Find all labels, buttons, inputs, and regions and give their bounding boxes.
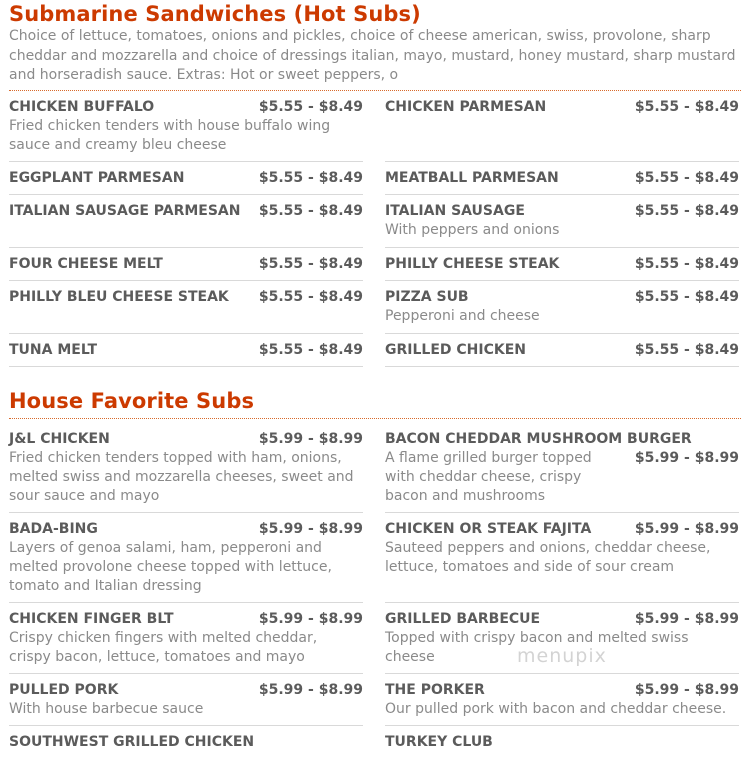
menu-item-header	[9, 201, 363, 221]
menu-item-name: PHILLY CHEESE STEAK	[385, 256, 560, 272]
menu-item-name: BACON CHEDDAR MUSHROOM BURGER	[385, 431, 692, 447]
menu-item-header	[9, 429, 363, 449]
menu-item[interactable]	[385, 195, 739, 248]
menu-item-price: $5.55 - $8.49	[634, 256, 739, 272]
menu-item-name: SOUTHWEST GRILLED CHICKEN	[9, 734, 255, 750]
menu-item-description: Layers of genoa salami, ham, pepperoni and melted provolone cheese topped with lettuce, tomato and Italian dressing	[9, 540, 332, 594]
menu-item-header	[385, 519, 739, 539]
menu-item-header	[9, 519, 363, 539]
menu-item[interactable]	[9, 423, 363, 513]
menu-item-name: CHICKEN BUFFALO	[9, 99, 155, 115]
menu-item-name: PHILLY BLEU CHEESE STEAK	[9, 289, 229, 305]
menu-item-name: CHICKEN OR STEAK FAJITA	[385, 521, 592, 537]
menu-item-description: Fried chicken tenders topped with ham, onions, melted swiss and mozzarella cheeses, sweet and sour sauce and mayo	[9, 450, 354, 504]
menu-item-name: TURKEY CLUB	[385, 734, 493, 750]
menu-item[interactable]	[385, 674, 739, 726]
menu-item-header	[385, 287, 739, 307]
menu-item-header	[385, 732, 739, 752]
menu-item-price: $5.99 - $8.99	[258, 521, 363, 537]
menu-item-description: Pepperoni and cheese	[385, 308, 540, 324]
menu-item-price: $5.99 - $8.99	[634, 611, 739, 627]
menu-item-name: BADA-BING	[9, 521, 98, 537]
menu-item[interactable]	[9, 248, 363, 281]
menu-item-name: GRILLED BARBECUE	[385, 611, 541, 627]
section-description: Choice of lettuce, tomatoes, onions and pickles, choice of cheese american, swiss, provolone, sharp cheddar and mozzarella and choice of dressings italian, mayo, mustard, honey mustard, sharp mustard and horseradish sauce. Extras: Hot or sweet peppers, o	[9, 28, 736, 83]
menu-item-price: $5.99 - $8.99	[258, 611, 363, 627]
hot-subs-left-column	[9, 91, 363, 367]
menu-item-header	[9, 340, 363, 360]
menu-item-price: $5.55 - $8.49	[634, 342, 739, 358]
menu-item[interactable]	[9, 91, 363, 162]
menu-item[interactable]	[385, 726, 739, 766]
menu-item-header	[9, 609, 363, 629]
menu-item[interactable]	[9, 195, 363, 248]
menu-item-header	[385, 680, 739, 700]
menu-item-name: PULLED PORK	[9, 682, 119, 698]
menu-item-header	[385, 429, 739, 449]
watermark-logo: menupix	[517, 645, 607, 667]
menu-item-name: FOUR CHEESE MELT	[9, 256, 163, 272]
menu-item[interactable]	[385, 334, 739, 367]
menu-item-description: A flame grilled burger topped with cheddar cheese, crispy bacon and mushrooms	[385, 450, 592, 504]
menu-item[interactable]	[9, 674, 363, 726]
menu-item-price: $5.55 - $8.49	[258, 289, 363, 305]
menu-item-header	[9, 732, 363, 752]
section-hot-subs	[9, 1, 741, 91]
menu-item-header	[9, 254, 363, 274]
menu-item-description: Fried chicken tenders with house buffalo wing sauce and creamy bleu cheese	[9, 118, 331, 153]
menu-item-price: $5.55 - $8.49	[258, 256, 363, 272]
section-divider	[9, 418, 741, 419]
menu-item-description: Sauteed peppers and onions, cheddar cheese, lettuce, tomatoes and side of sour cream	[385, 540, 711, 575]
section-title: Submarine Sandwiches (Hot Subs)	[9, 2, 421, 26]
menu-item-header	[9, 680, 363, 700]
menu-item[interactable]	[9, 603, 363, 674]
house-subs-right-column	[385, 423, 739, 766]
menu-item-name: CHICKEN PARMESAN	[385, 99, 547, 115]
menu-item-body	[385, 449, 739, 506]
menu-item-name: CHICKEN FINGER BLT	[9, 611, 174, 627]
menu-item-header	[9, 168, 363, 188]
menu-item-header	[385, 609, 739, 629]
menu-item-header	[385, 97, 739, 117]
menu-item[interactable]	[9, 513, 363, 603]
menu-item-price: $5.99 - $8.99	[634, 450, 739, 466]
menu-item-header	[385, 340, 739, 360]
menu-item-name: ITALIAN SAUSAGE	[385, 203, 525, 219]
menu-item-price: $5.55 - $8.49	[634, 203, 739, 219]
menu-item-description: Topped with crispy bacon and melted swiss cheese	[385, 630, 689, 665]
menu-item[interactable]	[385, 513, 739, 603]
menu-item-price: $5.99 - $8.99	[634, 682, 739, 698]
menu-item[interactable]	[385, 162, 739, 195]
menu-item[interactable]	[9, 281, 363, 334]
menu-item-header	[385, 254, 739, 274]
menu-item-name: TUNA MELT	[9, 342, 97, 358]
menu-item-name: ITALIAN SAUSAGE PARMESAN	[9, 203, 241, 219]
house-subs-left-column	[9, 423, 363, 766]
menu-item-price: $5.99 - $8.99	[634, 521, 739, 537]
menu-item[interactable]	[9, 334, 363, 367]
menu-item[interactable]	[9, 726, 363, 766]
menu-item-price: $5.55 - $8.49	[258, 203, 363, 219]
menu-item-price: $5.55 - $8.49	[258, 342, 363, 358]
menu-item-header	[9, 97, 363, 117]
menu-item-price: $5.55 - $8.49	[634, 289, 739, 305]
menu-item[interactable]	[385, 423, 739, 513]
menu-item[interactable]	[385, 91, 739, 162]
menu-item-description: Our pulled pork with bacon and cheddar cheese.	[385, 701, 727, 717]
menu-item-header	[385, 201, 739, 221]
menu-item-header	[9, 287, 363, 307]
menu-item-price: $5.99 - $8.99	[258, 682, 363, 698]
menu-item-price: $5.55 - $8.49	[634, 170, 739, 186]
menu-item-description: Crispy chicken fingers with melted cheddar, crispy bacon, lettuce, tomatoes and mayo	[9, 630, 318, 665]
menu-item-price: $5.55 - $8.49	[258, 170, 363, 186]
menu-item-price: $5.55 - $8.49	[634, 99, 739, 115]
hot-subs-right-column	[385, 91, 739, 367]
menu-item-name: MEATBALL PARMESAN	[385, 170, 559, 186]
menu-item-description: With peppers and onions	[385, 222, 560, 238]
section-title: House Favorite Subs	[9, 389, 255, 413]
menu-item-price: $5.99 - $8.99	[258, 431, 363, 447]
menu-item-header	[385, 168, 739, 188]
section-house-favorite-subs	[9, 388, 741, 419]
menu-item[interactable]	[385, 281, 739, 334]
menu-item[interactable]	[385, 248, 739, 281]
menu-item-description: With house barbecue sauce	[9, 701, 204, 717]
menu-item-name: THE PORKER	[385, 682, 485, 698]
menu-item-price: $5.55 - $8.49	[258, 99, 363, 115]
menu-item-name: PIZZA SUB	[385, 289, 469, 305]
menu-item[interactable]	[9, 162, 363, 195]
menu-item-name: GRILLED CHICKEN	[385, 342, 526, 358]
menu-item-name: J&L CHICKEN	[9, 431, 110, 447]
menu-item-name: EGGPLANT PARMESAN	[9, 170, 185, 186]
